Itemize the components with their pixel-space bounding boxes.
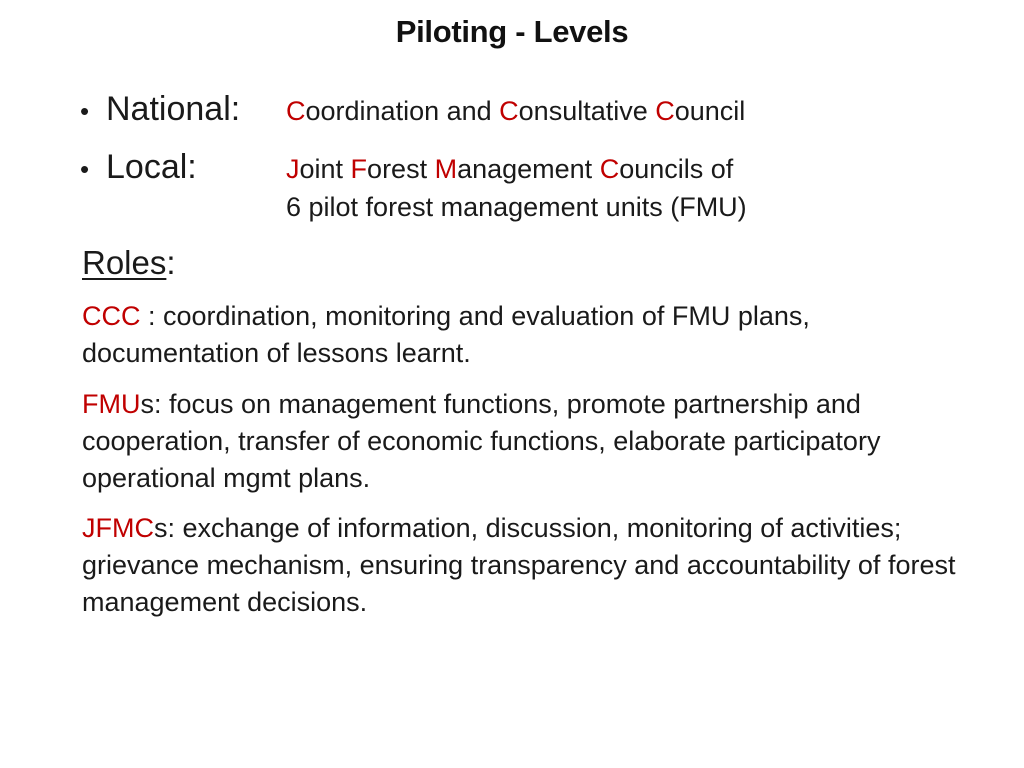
word-fragment: oint bbox=[299, 154, 351, 184]
acronym-letter: J bbox=[286, 154, 300, 184]
roles-heading-colon: : bbox=[166, 244, 176, 281]
acronym-letter: C bbox=[499, 96, 519, 126]
acronym-letter: F bbox=[350, 154, 368, 184]
role-abbr-suffix: s bbox=[140, 389, 154, 419]
bullet-local-label: Local: bbox=[106, 148, 197, 186]
bullet-national bbox=[80, 92, 745, 130]
word-fragment: onsultative bbox=[518, 96, 656, 126]
bullet-local-value bbox=[286, 150, 747, 226]
role-item-fmu bbox=[82, 386, 962, 497]
acronym-letter: C bbox=[655, 96, 675, 126]
acronym-letter: C bbox=[599, 154, 620, 184]
acronym-letter: M bbox=[434, 154, 458, 184]
role-description: : coordination, monitoring and evaluation of FMU plans, documentation of lessons learnt. bbox=[82, 301, 810, 368]
slide-title: Piloting - Levels bbox=[395, 14, 629, 49]
role-item-ccc bbox=[82, 298, 962, 372]
role-abbr: CCC bbox=[82, 301, 141, 331]
word-fragment: ouncil bbox=[674, 96, 746, 126]
bullet-national-label: National: bbox=[106, 90, 241, 128]
word-fragment: ouncils of bbox=[619, 154, 734, 184]
role-abbr-suffix: s bbox=[153, 513, 168, 543]
role-description: : exchange of information, discussion, monitoring of activities; grievance mechanism, ensuring transparency and accountability of forest management decisions. bbox=[82, 513, 956, 617]
word-fragment: oordination and bbox=[305, 96, 500, 126]
bullet-national-value bbox=[286, 92, 745, 130]
role-description: : focus on management functions, promote partnership and cooperation, transfer of economic functions, elaborate participatory operational mgmt plans. bbox=[82, 389, 881, 493]
bullet-icon: • bbox=[80, 154, 90, 184]
role-abbr: FMU bbox=[82, 389, 141, 419]
roles-heading-text: Roles bbox=[82, 244, 167, 281]
bullet-icon: • bbox=[80, 96, 90, 126]
acronym-letter: C bbox=[286, 96, 306, 126]
word-fragment: orest bbox=[367, 154, 435, 184]
role-abbr: JFMC bbox=[82, 513, 154, 543]
word-fragment: anagement bbox=[457, 154, 600, 184]
bullet-local bbox=[80, 150, 747, 226]
roles-heading bbox=[82, 243, 176, 283]
bullet-local-value-line2: 6 pilot forest management units (FMU) bbox=[286, 192, 747, 222]
role-item-jfmc bbox=[82, 510, 962, 621]
